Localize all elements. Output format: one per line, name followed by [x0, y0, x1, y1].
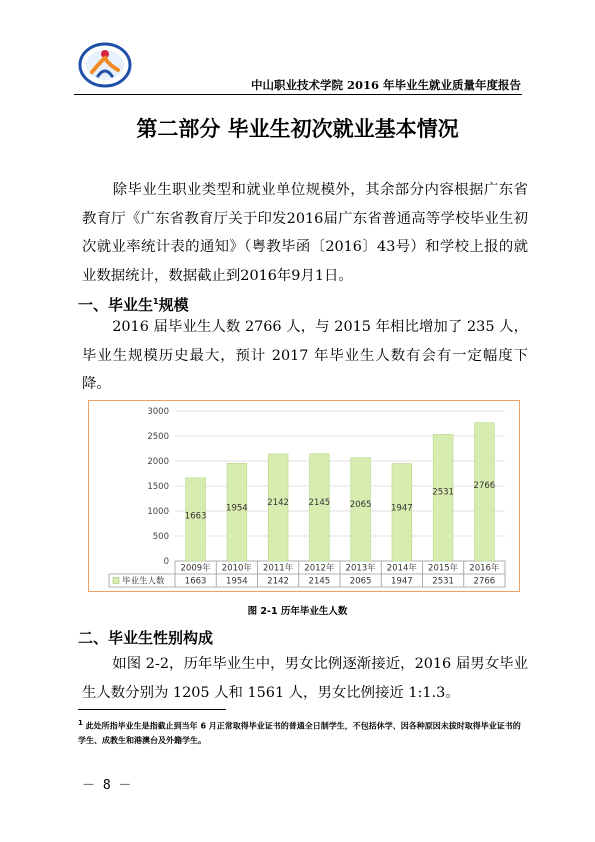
- chart-caption: 图 2-1 历年毕业生人数: [247, 606, 348, 617]
- graduates-chart: [88, 400, 520, 592]
- bar-value-label: 2766: [473, 480, 496, 491]
- table-value: 2142: [267, 576, 289, 587]
- table-value: 2145: [308, 576, 331, 587]
- y-tick-label: 500: [152, 532, 169, 542]
- bar-value-label: 1954: [226, 503, 248, 514]
- footnote-mark: 1: [153, 297, 159, 306]
- page-number: － 8 －: [82, 778, 132, 793]
- x-tick-label: 2011年: [263, 563, 294, 574]
- footnote: [78, 716, 526, 748]
- footnote-divider: [78, 709, 226, 710]
- bar: [474, 423, 494, 561]
- gender-text: 如图 2-2，历年毕业生中，男女比例逐渐接近，2016 届男女毕业生人数分别为 1205 人和 1561 人，男女比例接近 1:1.3。: [82, 656, 528, 701]
- scale-text: 2016 届毕业生人数 2766 人，与 2015 年相比增加了 235 人，毕业生规模历史最大，预计 2017 年毕业生人数有会有一定幅度下降。: [82, 319, 528, 392]
- gender-paragraph: [82, 650, 528, 707]
- bar-value-label: 2142: [267, 498, 289, 509]
- legend-label: 毕业生人数: [122, 576, 165, 587]
- section-heading-gender: 二、毕业生性别构成: [78, 629, 214, 647]
- footnote-text: 此处所指毕业生是指截止到当年 6 月正常取得毕业证书的普通全日制学生，不包括休学、因各种原因未拔时取得毕业证书的学生、成教生和港澳台及外籍学生。: [78, 721, 521, 745]
- section1-heading-text: 一、毕业生: [78, 296, 154, 314]
- x-tick-label: 2012年: [304, 563, 335, 574]
- y-tick-label: 1000: [147, 507, 169, 517]
- section1-heading-tail: 规模: [158, 296, 189, 314]
- bar-value-label: 1947: [391, 503, 413, 514]
- intro-paragraph: [82, 176, 528, 290]
- table-value: 2065: [349, 576, 372, 587]
- header-divider: [74, 94, 522, 95]
- page-title: 第二部分 毕业生初次就业基本情况: [136, 117, 459, 141]
- y-tick-label: 2500: [147, 432, 169, 442]
- bar-value-label: 2065: [349, 500, 372, 511]
- x-tick-label: 2015年: [428, 563, 459, 574]
- section-heading-scale: [78, 294, 189, 315]
- y-tick-label: 1500: [147, 482, 169, 492]
- y-tick-label: 2000: [147, 457, 169, 467]
- table-value: 1947: [391, 576, 413, 587]
- graduates-chart-svg: [89, 401, 519, 591]
- report-header-title: 中山职业技术学院 2016 年毕业生就业质量年度报告: [250, 78, 521, 92]
- table-value: 2766: [473, 576, 496, 587]
- bar-value-label: 2145: [308, 498, 331, 509]
- table-value: 1954: [226, 576, 248, 587]
- footnote-number: 1: [78, 719, 83, 727]
- bar-value-label: 2531: [432, 487, 454, 498]
- y-tick-label: 3000: [147, 407, 169, 417]
- x-tick-label: 2010年: [221, 563, 252, 574]
- x-tick-label: 2009年: [180, 563, 211, 574]
- table-value: 1663: [184, 576, 207, 587]
- table-value: 2531: [432, 576, 454, 587]
- college-logo: [78, 42, 132, 88]
- scale-paragraph: [82, 313, 528, 399]
- x-tick-label: 2016年: [469, 563, 500, 574]
- intro-text: 除毕业生职业类型和就业单位规模外，其余部分内容根据广东省教育厅《广东省教育厅关于印发2016届广东省普通高等学校毕业生初次就业率统计表的通知》（粤教毕函〔2016〕43号）和学校上报的就业数据统计，数据截止到2016年9月1日。: [82, 182, 528, 284]
- bar: [433, 434, 453, 561]
- x-tick-label: 2014年: [386, 563, 417, 574]
- y-tick-label: 0: [163, 557, 169, 567]
- legend-swatch: [113, 578, 119, 584]
- bar-value-label: 1663: [184, 511, 207, 522]
- x-tick-label: 2013年: [345, 563, 376, 574]
